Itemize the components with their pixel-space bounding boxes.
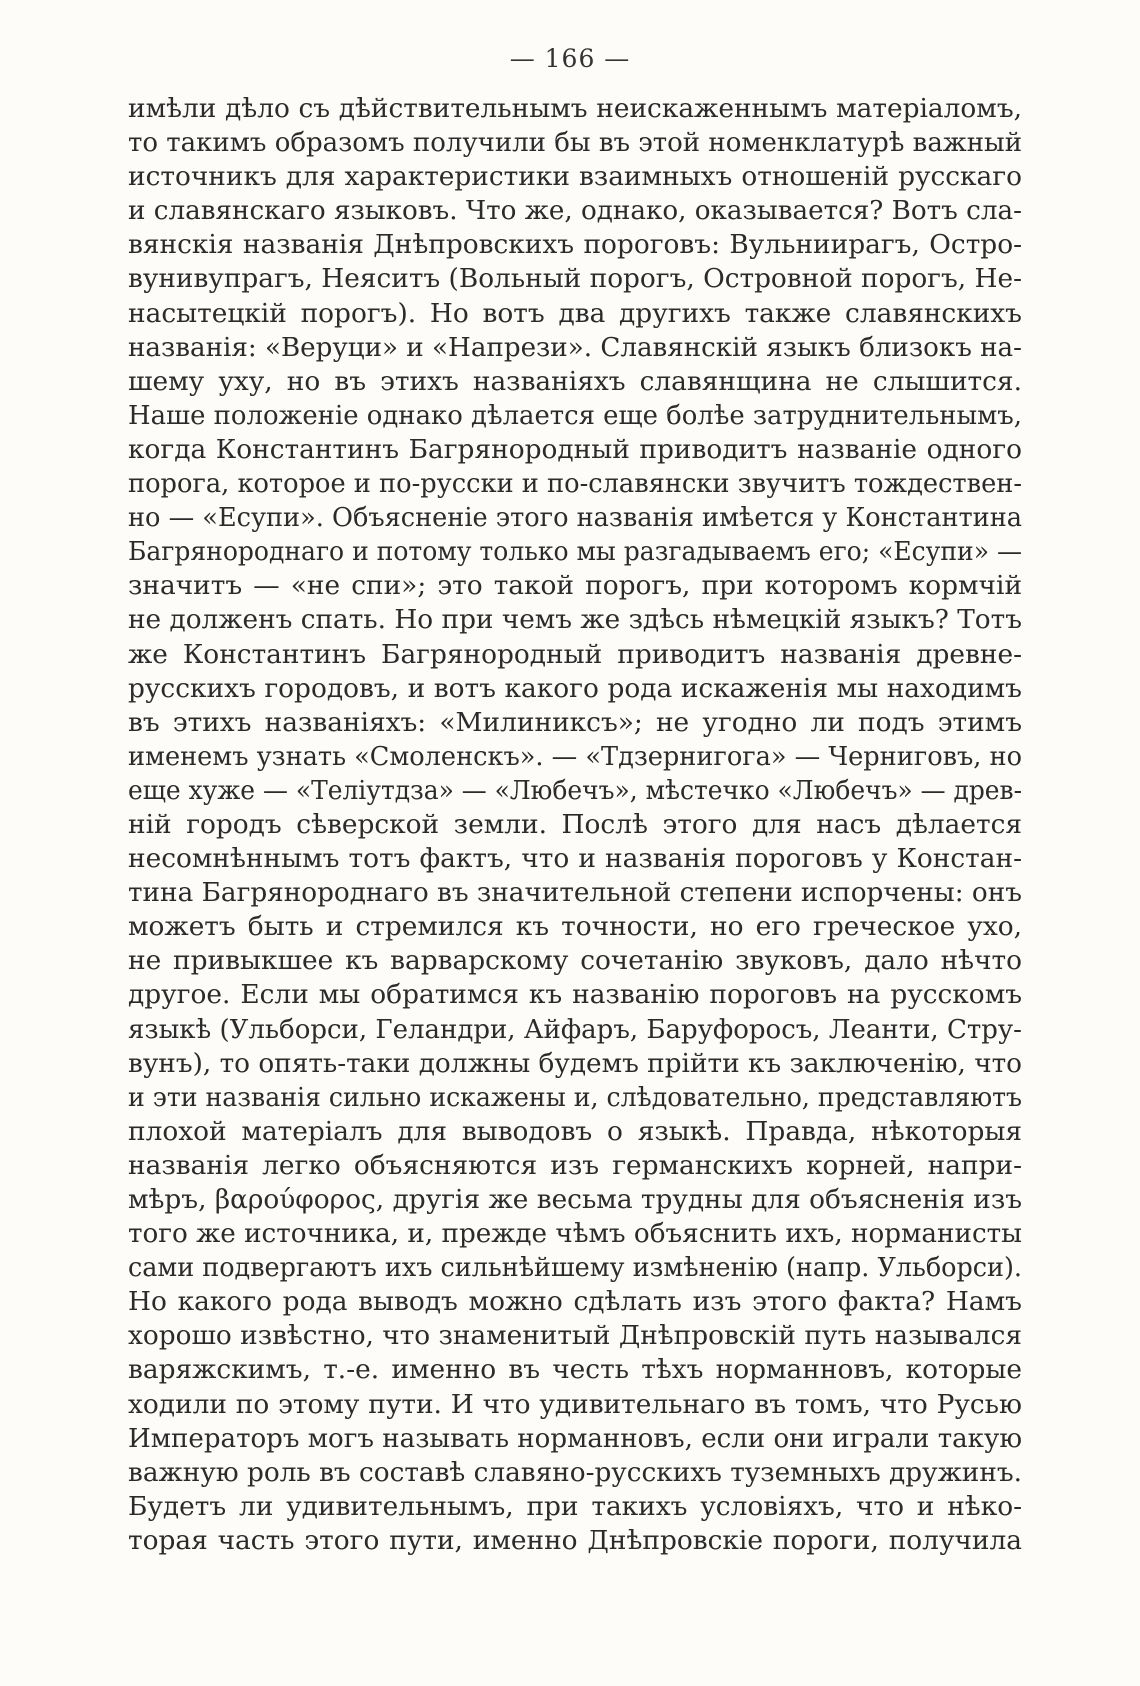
- text-line: и эти названія сильно искажены и, слѣдовательно, представляютъ: [128, 1081, 1023, 1113]
- text-line: вунъ), то опять-таки должны будемъ прійти къ заключенію, что: [128, 1047, 1023, 1079]
- text-line: торая часть этого пути, именно Днѣпровскіе пороги, получила: [128, 1524, 1022, 1556]
- text-line: тина Багрянороднаго въ значительной степени испорчены: онъ: [128, 877, 1022, 909]
- text-line: варяжскимъ, т.-е. именно въ честь тѣхъ норманновъ, которые: [128, 1354, 1022, 1386]
- text-line: насытецкій порогъ). Но вотъ два другихъ также славянскихъ: [128, 297, 1022, 329]
- text-line: Наше положеніе однако дѣлается еще болѣе затруднительнымъ,: [128, 399, 1023, 431]
- text-line: не долженъ спать. Но при чемъ же здѣсь нѣмецкій языкъ? Тотъ: [128, 604, 1022, 636]
- text-line: въ этихъ названіяхъ: «Милиниксъ»; не угодно ли подъ этимъ: [128, 706, 1022, 738]
- text-line: же Константинъ Багрянородный приводитъ названія древне-: [128, 638, 1022, 670]
- text-line: сами подвергаютъ ихъ сильнѣйшему измѣненію (напр. Ульборси).: [128, 1252, 1023, 1284]
- text-line: Императоръ могъ называть норманновъ, если они играли такую: [128, 1422, 1023, 1454]
- text-line: еще хуже — «Теліутдза» — «Любечъ», мѣстечко «Любечъ» — древ-: [128, 774, 1023, 806]
- text-line: Но какого рода выводъ можно сдѣлать изъ этого факта? Намъ: [128, 1286, 1022, 1318]
- text-line: языкѣ (Ульборси, Геландри, Айфаръ, Баруфоросъ, Леанти, Стру-: [128, 1013, 1022, 1045]
- text-line: вянскія названія Днѣпровскихъ пороговъ: Вульниирагъ, Остро-: [128, 229, 1022, 261]
- text-line: Будетъ ли удивительнымъ, при такихъ условіяхъ, что и нѣко-: [128, 1490, 1022, 1522]
- text-line: ходили по этому пути. И что удивительнаго въ томъ, что Русью: [128, 1388, 1022, 1420]
- text-line: хорошо извѣстно, что знаменитый Днѣпровскій путь назывался: [128, 1320, 1022, 1352]
- text-line: порога, которое и по-русски и по-славянски звучитъ тождествен-: [128, 468, 1023, 500]
- body-text: [128, 92, 1022, 1558]
- text-line: имѣли дѣло съ дѣйствительнымъ неискаженнымъ матеріаломъ,: [128, 93, 1022, 124]
- text-line: то такимъ образомъ получили бы въ этой номенклатурѣ важный: [128, 127, 1023, 159]
- text-line: несомнѣннымъ тотъ фактъ, что и названія пороговъ у Констан-: [128, 843, 1022, 875]
- text-line: мѣръ, βαρούφορος, другія же весьма трудны для объясненія изъ: [128, 1184, 1023, 1215]
- text-line: Багрянороднаго и потому только мы разгадываемъ его; «Есупи» —: [128, 536, 1022, 568]
- text-line: важную роль въ составѣ славяно-русскихъ туземныхъ дружинъ.: [128, 1456, 1022, 1488]
- text-line: ній городъ сѣверской земли. Послѣ этого для насъ дѣлается: [128, 808, 1022, 840]
- text-line: можетъ быть и стремился къ точности, но его греческое ухо,: [128, 911, 1022, 943]
- text-line: но — «Есупи». Объясненіе этого названія имѣется у Константина: [128, 502, 1022, 534]
- text-line: шему уху, но въ этихъ названіяхъ славянщина не слышится.: [128, 365, 1022, 397]
- text-line: названія: «Веруци» и «Напрези». Славянскій языкъ близокъ на-: [128, 331, 1022, 363]
- text-line: названія легко объясняются изъ германскихъ корней, напри-: [128, 1149, 1022, 1181]
- text-line: источникъ для характеристики взаимныхъ отношеній русскаго: [128, 161, 1022, 193]
- text-line: другое. Если мы обратимся къ названію пороговъ на русскомъ: [128, 979, 1022, 1011]
- text-line: когда Константинъ Багрянородный приводитъ названіе одного: [128, 433, 1022, 465]
- text-line: русскихъ городовъ, и вотъ какого рода искаженія мы находимъ: [128, 672, 1022, 704]
- text-line: того же источника, и, прежде чѣмъ объяснить ихъ, норманисты: [128, 1218, 1023, 1250]
- text-line: значитъ — «не спи»; это такой порогъ, при которомъ кормчій: [128, 570, 1022, 602]
- page-number: — 166 —: [509, 44, 631, 73]
- text-line: и славянскаго языковъ. Что же, однако, оказывается? Вотъ сла-: [128, 195, 1022, 227]
- text-line: именемъ узнать «Смоленскъ». — «Тдзернигога» — Черниговъ, но: [128, 740, 1023, 772]
- text-line: вунивупрагъ, Неяситъ (Вольный порогъ, Островной порогъ, Не-: [128, 263, 1022, 295]
- text-line: не привыкшее къ варварскому сочетанію звуковъ, дало нѣчто: [128, 945, 1022, 977]
- text-line: плохой матеріалъ для выводовъ о языкѣ. Правда, нѣкоторыя: [128, 1115, 1022, 1147]
